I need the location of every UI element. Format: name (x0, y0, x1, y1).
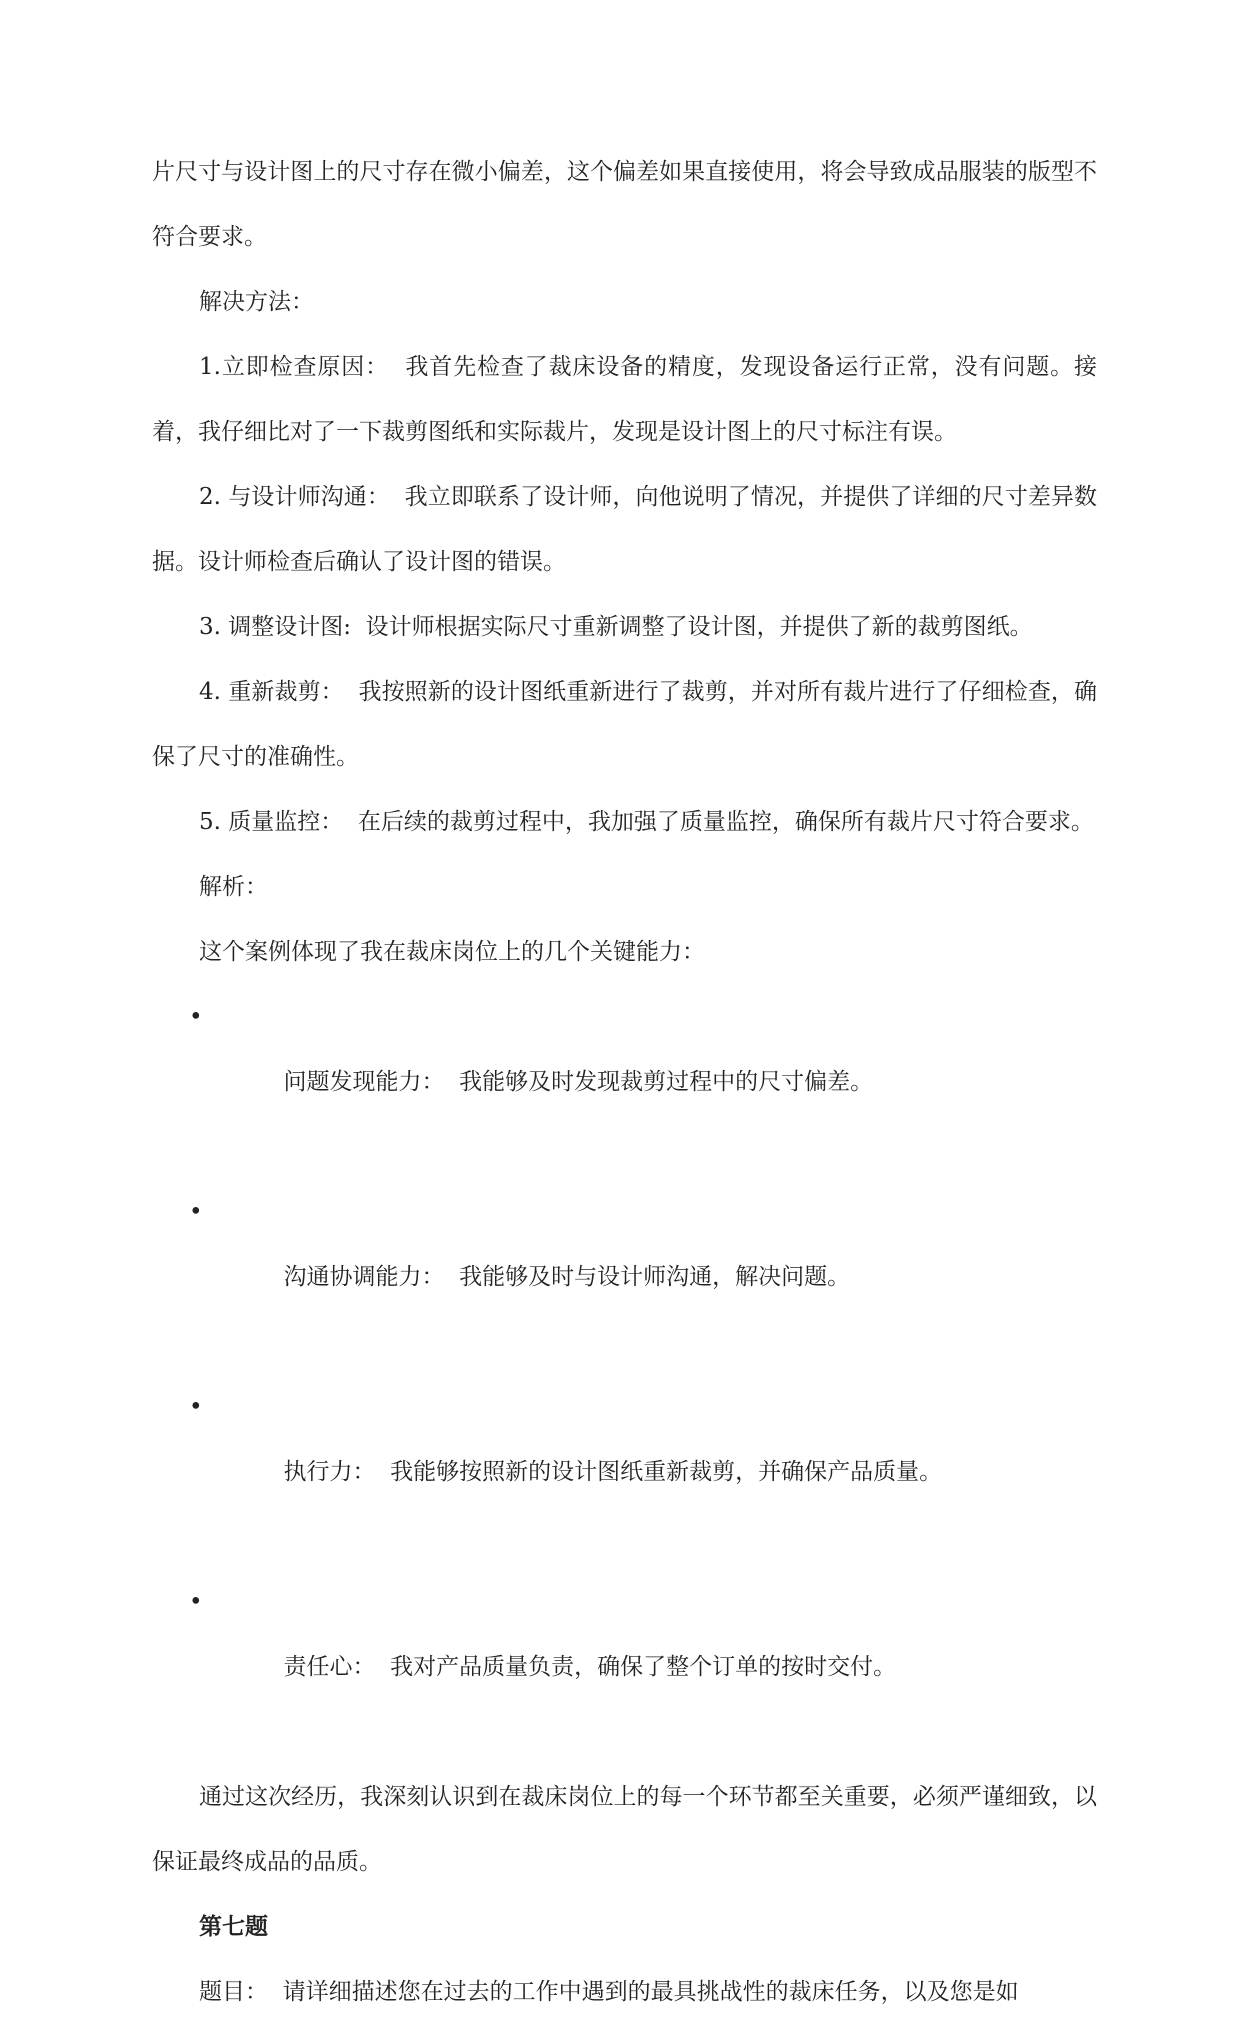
paragraph-step-1: 1.立即检查原因： 我首先检查了裁床设备的精度，发现设备运行正常，没有问题。接着，我仔细比对了一下裁剪图纸和实际裁片，发现是设计图上的尺寸标注有误。 (152, 354, 1097, 445)
section-heading: 第七题 (199, 1914, 268, 1940)
bullet-icon: • (189, 1394, 203, 1420)
list-item-text: 沟通协调能力： 我能够及时与设计师沟通，解决问题。 (283, 1264, 851, 1290)
list-item (152, 985, 1097, 1180)
list-item (152, 1180, 1097, 1375)
bullet-icon: • (189, 1004, 203, 1030)
list-item (152, 1375, 1097, 1570)
paragraph-step-3: 3. 调整设计图: 设计师根据实际尺寸重新调整了设计图，并提供了新的裁剪图纸。 (199, 614, 1033, 640)
paragraph-analysis-label: 解析： (199, 874, 268, 900)
paragraph-question: 题目： 请详细描述您在过去的工作中遇到的最具挑战性的裁床任务，以及您是如 (199, 1979, 1019, 2005)
bullet-list (152, 985, 1097, 1765)
paragraph-conclusion: 通过这次经历，我深刻认识到在裁床岗位上的每一个环节都至关重要，必须严谨细致，以保证最终成品的品质。 (152, 1784, 1097, 1875)
paragraph-step-5: 5. 质量监控： 在后续的裁剪过程中，我加强了质量监控，确保所有裁片尺寸符合要求。 (199, 809, 1094, 835)
list-item (152, 1570, 1097, 1765)
list-item-text: 执行力： 我能够按照新的设计图纸重新裁剪，并确保产品质量。 (283, 1459, 943, 1485)
paragraph-step-4: 4. 重新裁剪： 我按照新的设计图纸重新进行了裁剪，并对所有裁片进行了仔细检查，确保了尺寸的准确性。 (152, 679, 1097, 770)
paragraph-continuation: 片尺寸与设计图上的尺寸存在微小偏差，这个偏差如果直接使用，将会导致成品服装的版型不符合要求。 (152, 159, 1097, 250)
list-item-text: 责任心： 我对产品质量负责，确保了整个订单的按时交付。 (283, 1654, 897, 1680)
bullet-icon: • (189, 1199, 203, 1225)
paragraph-analysis-intro: 这个案例体现了我在裁床岗位上的几个关键能力： (199, 939, 705, 965)
bullet-icon: • (189, 1589, 203, 1615)
document-body (152, 140, 1097, 2025)
list-item-text: 问题发现能力： 我能够及时发现裁剪过程中的尺寸偏差。 (283, 1069, 874, 1095)
paragraph-step-2: 2. 与设计师沟通： 我立即联系了设计师，向他说明了情况，并提供了详细的尺寸差异数据。设计师检查后确认了设计图的错误。 (152, 484, 1097, 575)
paragraph-solution-label: 解决方法： (199, 289, 314, 315)
